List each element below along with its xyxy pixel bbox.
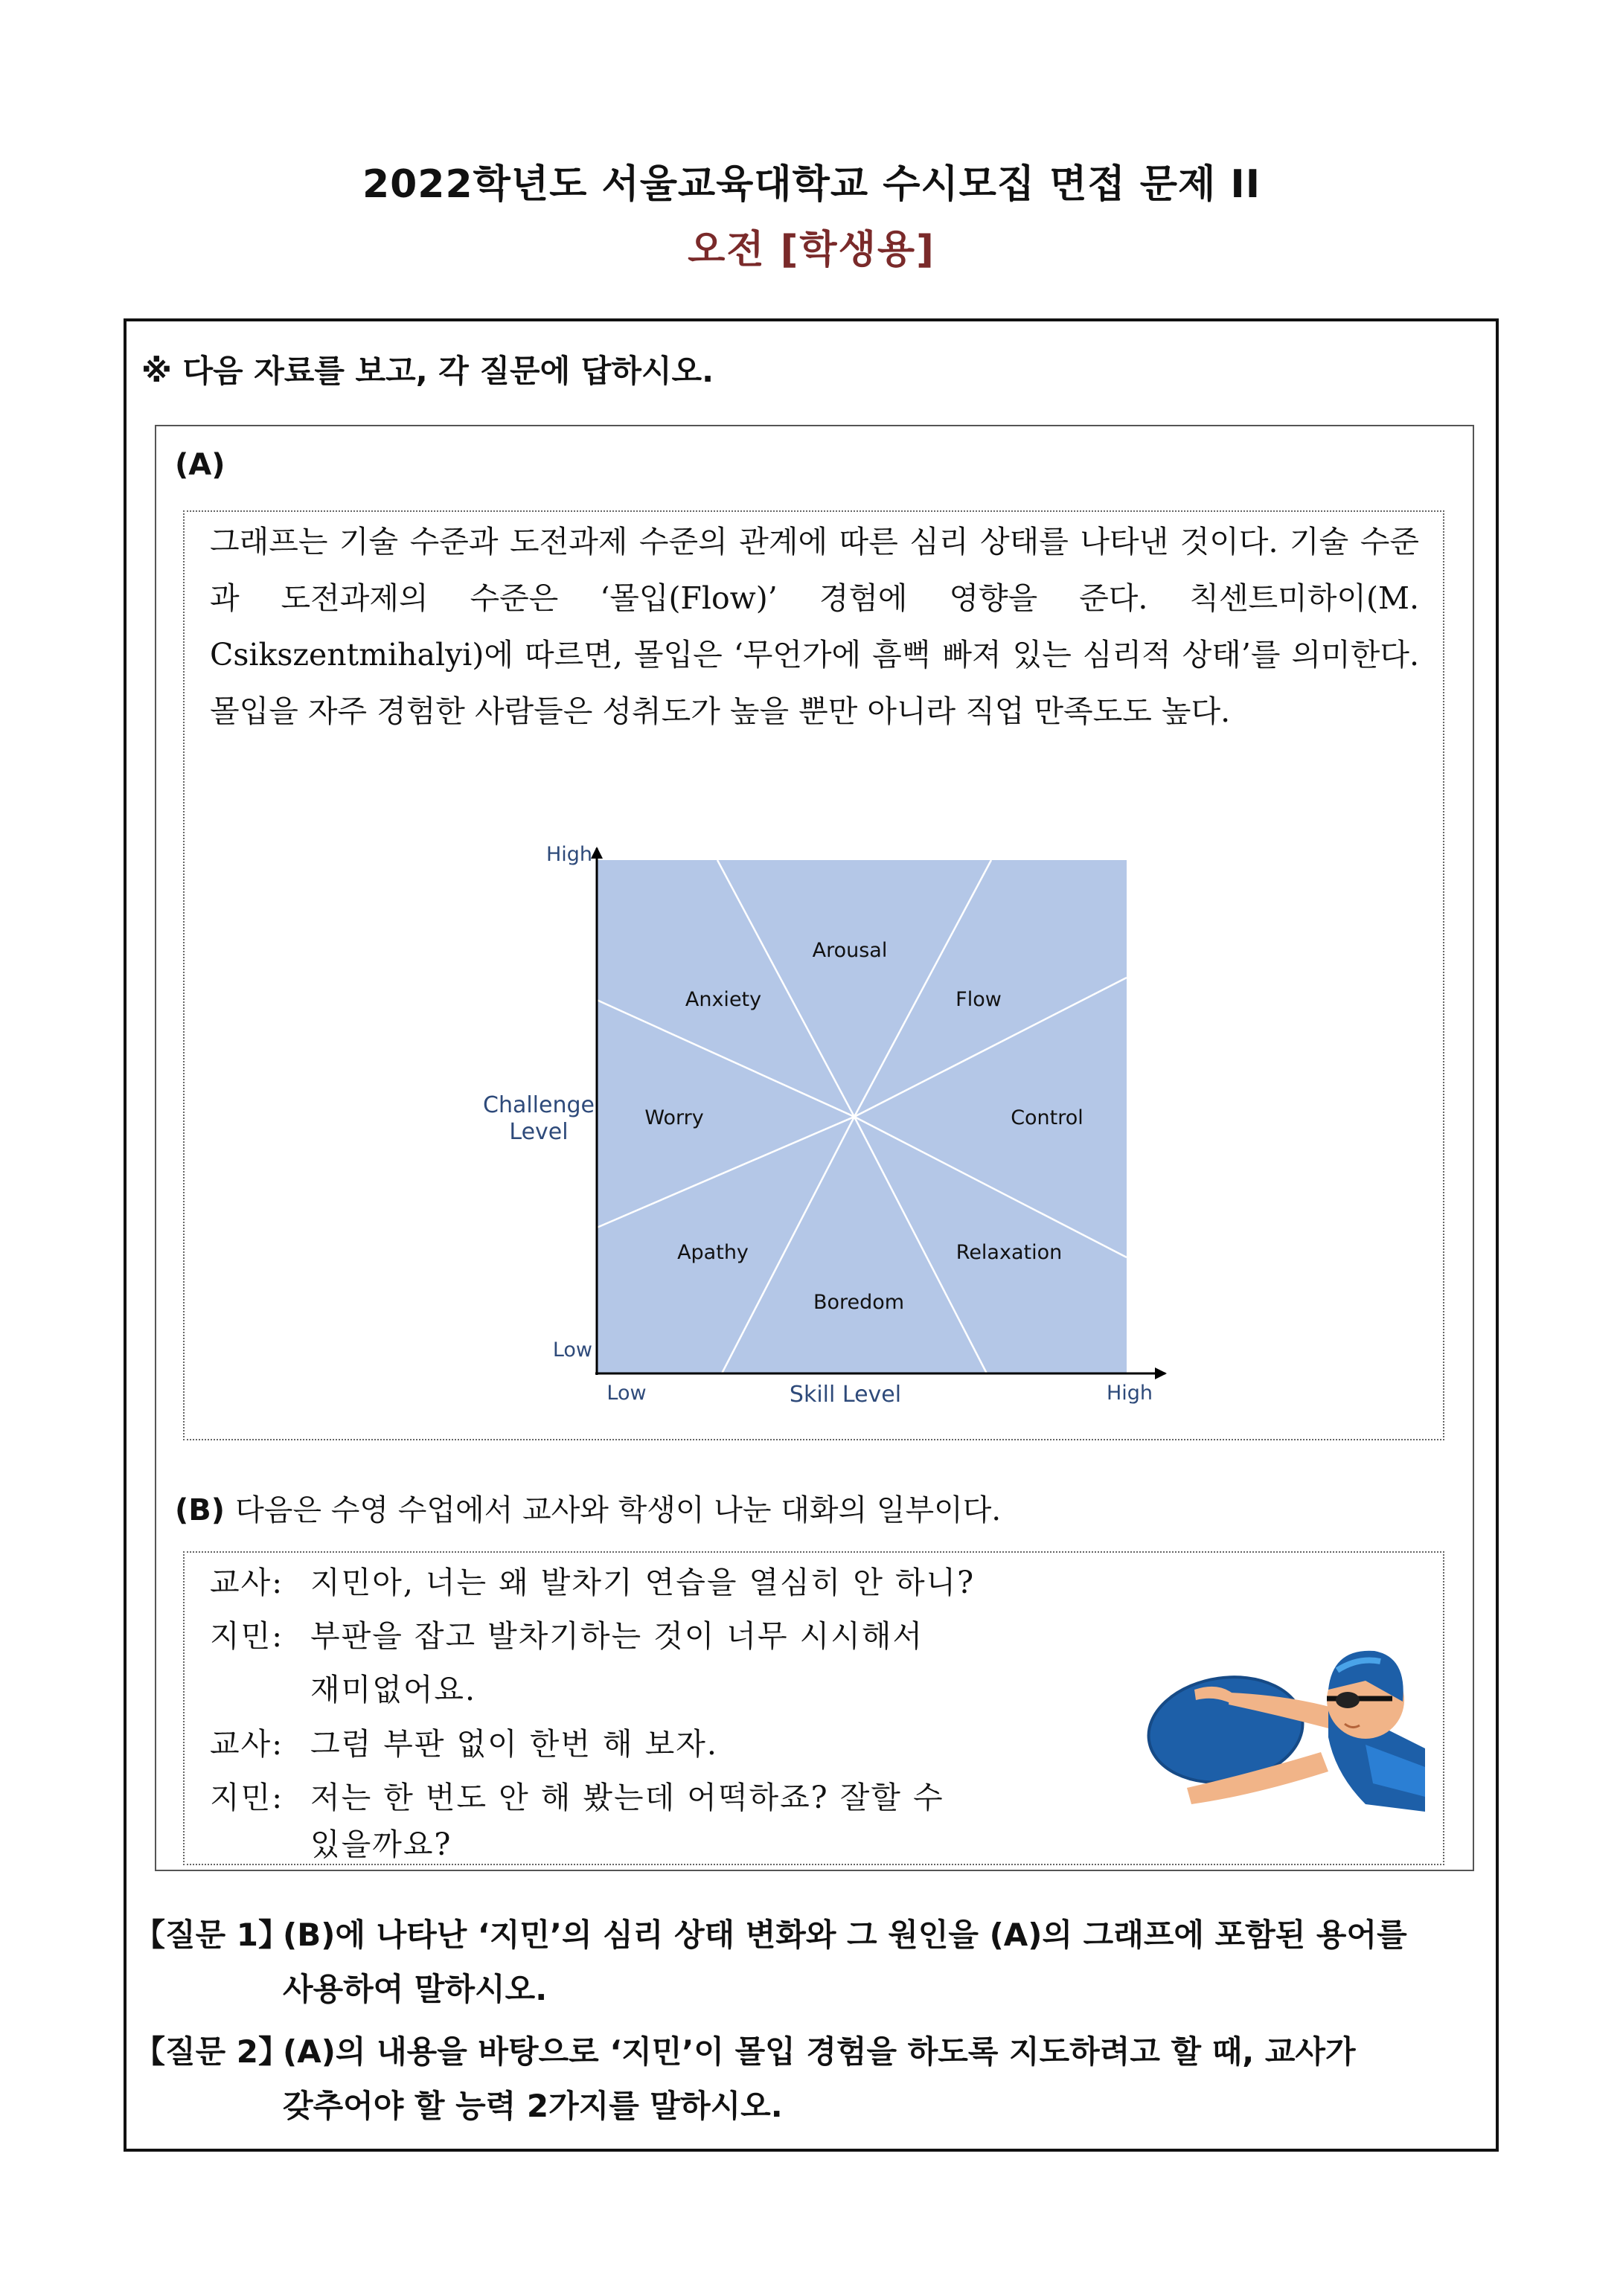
region-worry: Worry xyxy=(644,1106,704,1129)
utterance: 있을까요? xyxy=(310,1827,452,1862)
x-high-label: High xyxy=(1106,1382,1153,1405)
flow-chart xyxy=(461,826,1176,1421)
section-a-label: (A) xyxy=(175,448,225,482)
section-b-label xyxy=(175,1487,1001,1529)
dialogue-line xyxy=(210,1719,718,1763)
section-b-intro: 다음은 수영 수업에서 교사와 학생이 나눈 대화의 일부이다. xyxy=(235,1493,1002,1527)
region-relaxation: Relaxation xyxy=(955,1241,1063,1264)
question-2 xyxy=(134,2027,1356,2072)
y-low-label: Low xyxy=(552,1338,592,1362)
instruction: ※ 다음 자료를 보고, 각 질문에 답하시오. xyxy=(141,353,714,389)
region-boredom: Boredom xyxy=(813,1291,905,1314)
dialogue-line xyxy=(310,1820,452,1864)
page-subtitle: 오전 [학생용] xyxy=(688,228,935,272)
dialogue-line xyxy=(210,1773,944,1817)
section-b-marker: (B) xyxy=(175,1493,225,1527)
y-high-label: High xyxy=(545,843,592,866)
page-title: 2022학년도 서울교육대학교 수시모집 면접 문제 II xyxy=(362,162,1261,207)
question-1 xyxy=(134,1911,1407,1955)
utterance: 저는 한 번도 안 해 봤는데 어떡하죠? 잘할 수 xyxy=(310,1780,944,1815)
region-flow: Flow xyxy=(955,988,1002,1011)
dialogue-line xyxy=(210,1558,975,1602)
utterance: 재미없어요. xyxy=(310,1672,477,1707)
region-control: Control xyxy=(1011,1106,1083,1129)
question-text: (B)에 나타난 ‘지민’의 심리 상태 변화와 그 원인을 (A)의 그래프에 포함된 용어를 xyxy=(283,1917,1407,1953)
question-number: 【질문 1】 xyxy=(134,1917,289,1953)
question-1-continued: 사용하여 말하시오. xyxy=(283,1971,548,2007)
x-axis-label: Skill Level xyxy=(789,1382,902,1408)
section-a-paragraph: 그래프는 기술 수준과 도전과제 수준의 관계에 따른 심리 상태를 나타낸 것이다. 기술 수준과 도전과제의 수준은 ‘몰입(Flow)’ 경험에 영향을 준다. 칙센트미하이(M. Csikszentmihalyi)에 따르면, 몰입은 ‘무언가에 흠뻑 빠져 있는 심리적 상태’를 의미한다. 몰입을 자주 경험한 사람들은 성취도가 높을 뿐만 아니라 직업 만족도도 높다. xyxy=(210,524,1419,729)
utterance: 지민아, 너는 왜 발차기 연습을 열심히 안 하니? xyxy=(310,1565,976,1600)
question-2-continued: 갖추어야 할 능력 2가지를 말하시오. xyxy=(283,2088,783,2124)
x-low-label: Low xyxy=(606,1382,647,1405)
region-arousal: Arousal xyxy=(812,939,888,962)
question-number: 【질문 2】 xyxy=(134,2033,289,2070)
region-apathy: Apathy xyxy=(677,1241,749,1264)
y-axis-label-line2: Level xyxy=(509,1119,569,1145)
y-axis-label-line1: Challenge xyxy=(483,1092,595,1118)
speaker-label: 교사: xyxy=(210,1565,284,1600)
speaker-label: 지민: xyxy=(210,1780,284,1815)
question-text: (A)의 내용을 바탕으로 ‘지민’이 몰입 경험을 하도록 지도하려고 할 때, 교사가 xyxy=(283,2033,1356,2070)
utterance: 그럼 부판 없이 한번 해 보자. xyxy=(310,1726,718,1762)
speaker-label: 교사: xyxy=(210,1726,284,1762)
dialogue-line xyxy=(210,1612,923,1655)
utterance: 부판을 잡고 발차기하는 것이 너무 시시해서 xyxy=(310,1618,924,1654)
region-anxiety: Anxiety xyxy=(685,988,762,1011)
speaker-label: 지민: xyxy=(210,1618,284,1654)
dialogue-line xyxy=(310,1665,476,1709)
swimmer-illustration xyxy=(1142,1618,1425,1834)
